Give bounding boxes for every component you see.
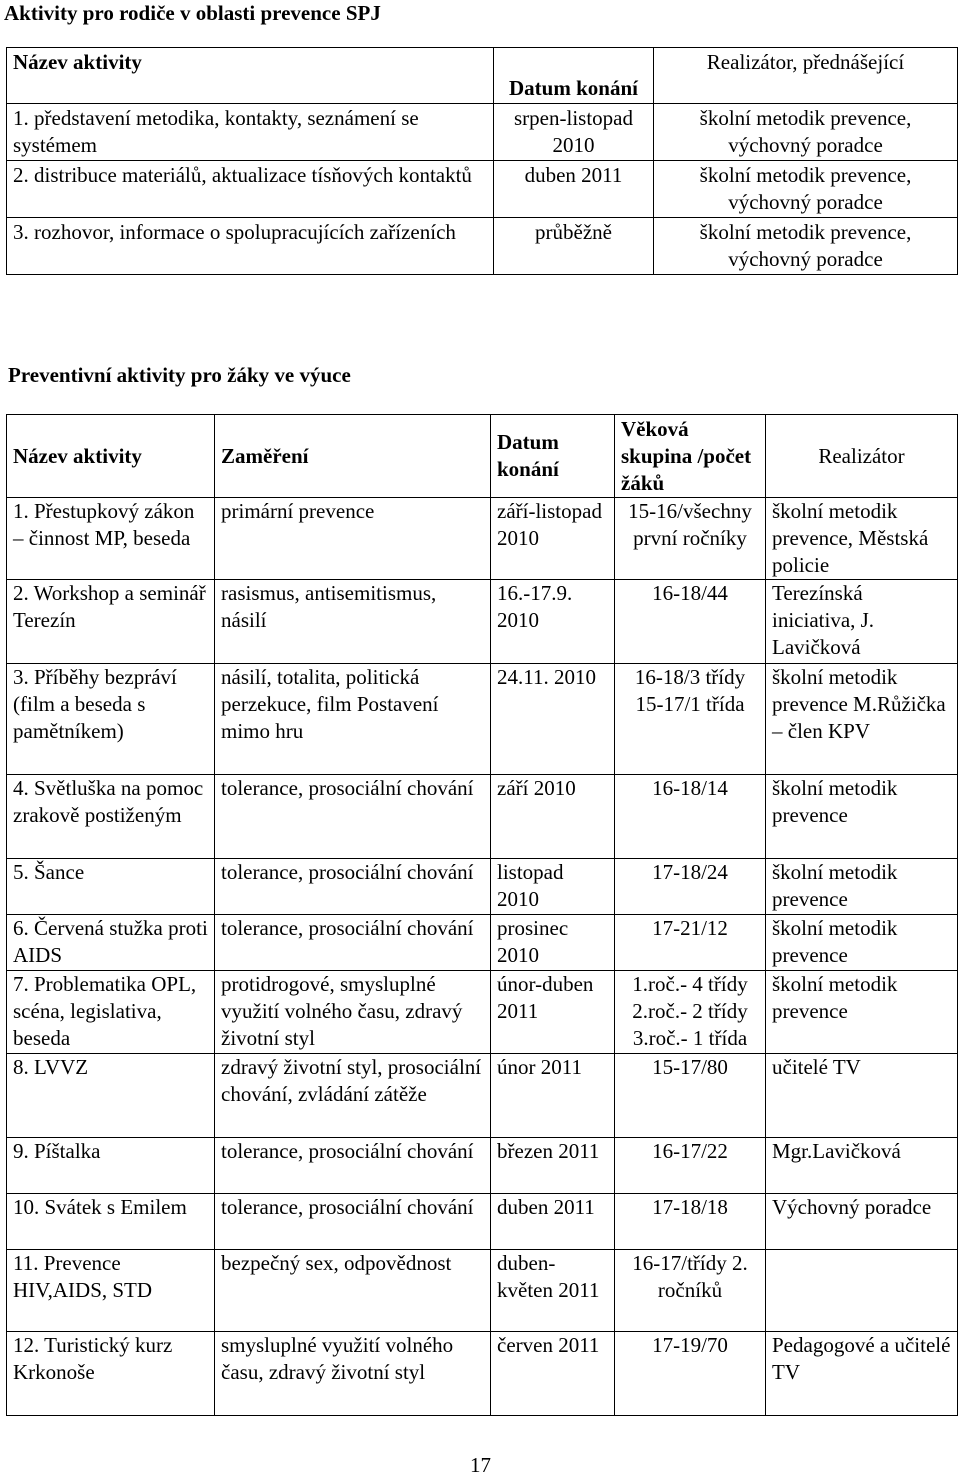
activity-realizer: školní metodik prevence [766, 915, 958, 971]
activity-realizer: školní metodik prevence M.Růžička – člen KPV [766, 664, 958, 775]
activity-realizer: školní metodik prevence, Městská policie [766, 498, 958, 580]
activity-name: 11. Prevence HIV,AIDS, STD [7, 1250, 215, 1332]
header-focus: Zaměření [215, 415, 491, 498]
activity-focus: primární prevence [215, 498, 491, 580]
activity-name: 7. Problematika OPL, scéna, legislativa, beseda [7, 971, 215, 1054]
activity-realizer [766, 1250, 958, 1332]
activity-name: 2. distribuce materiálů, aktualizace tísňových kontaktů [7, 161, 494, 218]
table-row [7, 161, 958, 218]
section2-title: Preventivní aktivity pro žáky ve výuce [8, 363, 351, 387]
activity-name: 5. Šance [7, 859, 215, 915]
activity-age-group: 16-18/3 třídy 15-17/1 třída [615, 664, 766, 775]
activity-realizer: školní metodik prevence [766, 775, 958, 859]
table-row [7, 859, 958, 915]
table-row [7, 498, 958, 580]
header-date: Datum konání [494, 48, 654, 104]
activity-name: 12. Turistický kurz Krkonoše [7, 1332, 215, 1416]
table-row [7, 1194, 958, 1250]
activity-age-group: 1.roč.- 4 třídy 2.roč.- 2 třídy 3.roč.- 1 třída [615, 971, 766, 1054]
activity-date: průběžně [494, 218, 654, 275]
header-realizer: Realizátor [766, 415, 958, 498]
activity-focus: rasismus, antisemitismus, násilí [215, 580, 491, 664]
activity-name: 1. představení metodika, kontakty, seznámení se systémem [7, 104, 494, 161]
table-header-row [7, 415, 958, 498]
header-realizer: Realizátor, přednášející [654, 48, 958, 104]
table-header-row [7, 48, 958, 104]
activity-realizer: školní metodik prevence [766, 971, 958, 1054]
activity-realizer: Pedagogové a učitelé TV [766, 1332, 958, 1416]
table-row [7, 775, 958, 859]
activity-date: duben-květen 2011 [491, 1250, 615, 1332]
table-row [7, 104, 958, 161]
activity-name: 8. LVVZ [7, 1054, 215, 1138]
activity-date: duben 2011 [491, 1194, 615, 1250]
activity-date: červen 2011 [491, 1332, 615, 1416]
parents-activities-table [6, 47, 958, 275]
activity-date: březen 2011 [491, 1138, 615, 1194]
activity-realizer: Terezínská iniciativa, J. Lavičková [766, 580, 958, 664]
activity-date: listopad 2010 [491, 859, 615, 915]
activity-focus: bezpečný sex, odpovědnost [215, 1250, 491, 1332]
activity-realizer: Výchovný poradce [766, 1194, 958, 1250]
activity-focus: tolerance, prosociální chování [215, 915, 491, 971]
activity-focus: tolerance, prosociální chování [215, 1138, 491, 1194]
table-row [7, 1138, 958, 1194]
activity-date: duben 2011 [494, 161, 654, 218]
activity-focus: smysluplné využití volného času, zdravý životní styl [215, 1332, 491, 1416]
activity-date: prosinec 2010 [491, 915, 615, 971]
activity-age-group: 16-18/14 [615, 775, 766, 859]
activity-focus: tolerance, prosociální chování [215, 859, 491, 915]
activity-date: září-listopad 2010 [491, 498, 615, 580]
activity-date: 16.-17.9. 2010 [491, 580, 615, 664]
page-number: 17 [470, 1453, 491, 1477]
header-date: Datum konání [491, 415, 615, 498]
header-activity-name: Název aktivity [7, 48, 494, 104]
table-row [7, 664, 958, 775]
activity-age-group: 16-17/22 [615, 1138, 766, 1194]
activity-focus: zdravý životní styl, prosociální chování, zvládání zátěže [215, 1054, 491, 1138]
table-row [7, 971, 958, 1054]
activity-date: srpen-listopad 2010 [494, 104, 654, 161]
header-activity-name: Název aktivity [7, 415, 215, 498]
table-row [7, 1054, 958, 1138]
activity-date: září 2010 [491, 775, 615, 859]
section1-title: Aktivity pro rodiče v oblasti prevence SPJ [4, 1, 381, 25]
activity-age-group: 17-18/18 [615, 1194, 766, 1250]
activity-realizer: školní metodik prevence, výchovný poradce [654, 161, 958, 218]
activity-realizer: školní metodik prevence, výchovný poradce [654, 104, 958, 161]
activity-name: 3. rozhovor, informace o spolupracujících zařízeních [7, 218, 494, 275]
table-row [7, 915, 958, 971]
activity-realizer: školní metodik prevence [766, 859, 958, 915]
activity-focus: násilí, totalita, politická perzekuce, film Postavení mimo hru [215, 664, 491, 775]
activity-date: únor 2011 [491, 1054, 615, 1138]
activity-age-group: 15-17/80 [615, 1054, 766, 1138]
activity-age-group: 17-19/70 [615, 1332, 766, 1416]
activity-name: 2. Workshop a seminář Terezín [7, 580, 215, 664]
table-row [7, 1332, 958, 1416]
activity-age-group: 15-16/všechny první ročníky [615, 498, 766, 580]
pupil-activities-table [6, 414, 958, 1416]
activity-age-group: 17-18/24 [615, 859, 766, 915]
activity-focus: tolerance, prosociální chování [215, 1194, 491, 1250]
activity-realizer: Mgr.Lavičková [766, 1138, 958, 1194]
activity-age-group: 17-21/12 [615, 915, 766, 971]
activity-name: 3. Příběhy bezpráví (film a beseda s pamětníkem) [7, 664, 215, 775]
activity-name: 1. Přestupkový zákon – činnost MP, beseda [7, 498, 215, 580]
table-row [7, 1250, 958, 1332]
activity-name: 4. Světluška na pomoc zrakově postiženým [7, 775, 215, 859]
activity-date: únor-duben 2011 [491, 971, 615, 1054]
activity-name: 9. Píštalka [7, 1138, 215, 1194]
header-age-group: Věková skupina /počet žáků [615, 415, 766, 498]
activity-age-group: 16-18/44 [615, 580, 766, 664]
activity-date: 24.11. 2010 [491, 664, 615, 775]
activity-age-group: 16-17/třídy 2. ročníků [615, 1250, 766, 1332]
activity-name: 10. Svátek s Emilem [7, 1194, 215, 1250]
table-row [7, 218, 958, 275]
activity-focus: protidrogové, smysluplné využití volného času, zdravý životní styl [215, 971, 491, 1054]
table-row [7, 580, 958, 664]
activity-realizer: učitelé TV [766, 1054, 958, 1138]
activity-focus: tolerance, prosociální chování [215, 775, 491, 859]
activity-realizer: školní metodik prevence, výchovný poradce [654, 218, 958, 275]
activity-name: 6. Červená stužka proti AIDS [7, 915, 215, 971]
